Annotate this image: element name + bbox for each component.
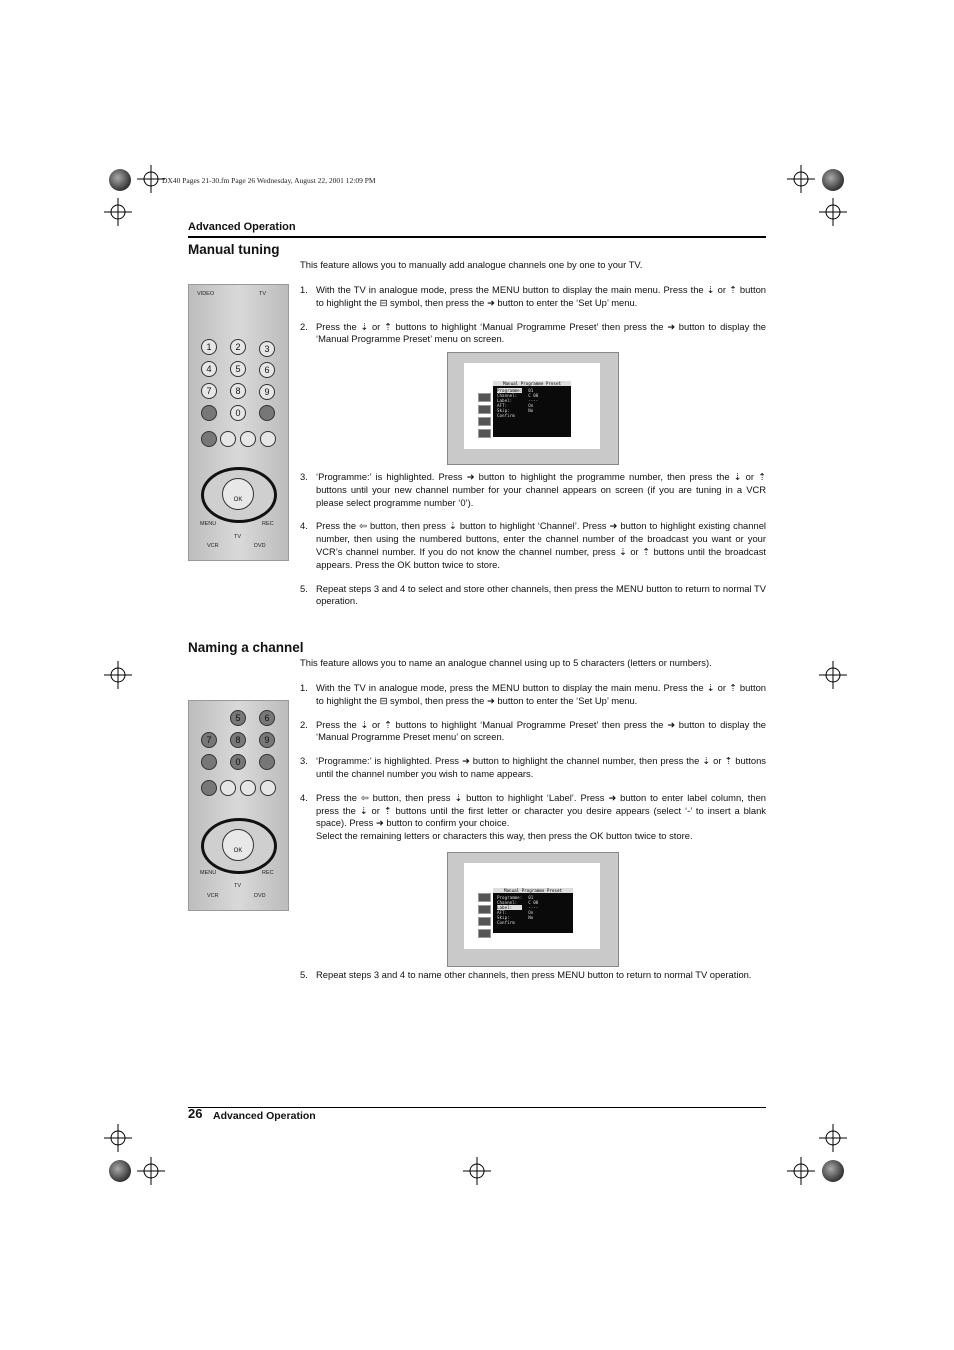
step-text: Press the ⇦ button, then press ⇣ button to highlight ‘Label’. Press ➜ button to enter label column, then press the ⇣ or ⇡ buttons until the first letter or character you desire appears (select ‘-’ to insert a blank space). Press ➜ button to confirm your choice. Select the remaining letters or characters this way, then press the OK button twice to store.: [316, 791, 766, 842]
manual-steps-b: [300, 471, 766, 619]
digit-button: 6: [259, 710, 275, 726]
footer-rule: [188, 1107, 766, 1108]
manual-steps-a: [300, 284, 766, 357]
step-text: Repeat steps 3 and 4 to select and store other channels, then press the MENU button to return to normal TV operation.: [316, 582, 766, 607]
naming-step-5: [300, 969, 766, 993]
registration-mark-icon: [104, 661, 132, 689]
registration-mark-icon: [104, 1124, 132, 1152]
list-item: [300, 969, 766, 982]
remote-button: [259, 405, 275, 421]
naming-channel-heading: Naming a channel: [188, 640, 304, 655]
manual-programme-preset-menu: [493, 888, 573, 933]
registration-mark-icon: [104, 198, 132, 226]
color-button: [260, 780, 276, 796]
menu-row: Confirm: [497, 920, 515, 925]
digit-button: 8: [230, 732, 246, 748]
color-bar-ball-icon: [822, 169, 844, 191]
footer-label: Advanced Operation: [213, 1110, 316, 1122]
ok-button: [222, 478, 254, 510]
step-number: 1.: [300, 284, 308, 295]
menu-row: Programme:: [497, 388, 523, 393]
color-bar-ball-icon: [109, 169, 131, 191]
step-number: 2.: [300, 320, 308, 332]
section-label: Advanced Operation: [188, 221, 296, 233]
list-item: [300, 792, 766, 843]
registration-mark-icon: [787, 165, 815, 193]
step-number: 2.: [300, 718, 308, 730]
menu-value: No: [528, 915, 534, 920]
remote-control-image: [188, 284, 289, 561]
step-text: Repeat steps 3 and 4 to name other channels, then press MENU button to return to normal TV operation.: [316, 969, 752, 980]
step-number: 3.: [300, 755, 308, 767]
registration-mark-icon: [819, 661, 847, 689]
menu-row: Programme:: [497, 895, 523, 900]
remote-button: [259, 754, 275, 770]
step-text: Press the ⇦ button, then press ⇣ button to highlight ‘Channel’. Press ➜ button to highlight existing channel number, then using the numbered buttons, enter the channel number of the broadcast you want or your VCR’s channel number. If you do not know the channel number, press ⇣ or ⇡ buttons until the broadcast appears. Press the OK button twice to store.: [316, 520, 766, 570]
menu-value: On: [528, 910, 534, 915]
menu-row: Skip:: [497, 915, 510, 920]
list-item: [300, 321, 766, 347]
menu-value: 01: [528, 388, 534, 393]
registration-mark-icon: [819, 1124, 847, 1152]
tv-screen-image: [447, 852, 619, 967]
registration-mark-icon: [463, 1157, 491, 1185]
color-button: [240, 431, 256, 447]
menu-icon: [478, 393, 491, 402]
video-label: VIDEO: [197, 291, 215, 297]
color-bar-ball-icon: [822, 1160, 844, 1182]
list-item: [300, 471, 766, 509]
ok-label: OK: [233, 848, 243, 854]
step-number: 3.: [300, 471, 308, 482]
color-button: [260, 431, 276, 447]
naming-channel-intro: This feature allows you to name an analogue channel using up to 5 characters (letters or numbers).: [300, 657, 712, 668]
menu-value: C 08: [528, 393, 539, 398]
menu-value: On: [528, 403, 534, 408]
list-item: [300, 583, 766, 609]
digit-button: 0: [230, 405, 246, 421]
digit-button: 5: [230, 710, 246, 726]
dvd-label: DVD: [254, 893, 266, 899]
page-number: 26: [188, 1106, 203, 1121]
registration-mark-icon: [137, 165, 165, 193]
menu-value: 01: [528, 895, 534, 900]
remote-button: [201, 405, 217, 421]
naming-steps: [300, 682, 766, 854]
digit-button: 6: [259, 362, 275, 378]
menu-icon: [478, 917, 491, 926]
color-button: [220, 780, 236, 796]
step-text: ‘Programme:’ is highlighted. Press ➜ button to highlight the programme number, then press the ⇣ or ⇡ buttons until your new channel number for your channel appears on screen (if you are tuning in a VCR please select programme number ‘0’).: [316, 471, 766, 508]
list-item: [300, 682, 766, 708]
digit-button: 4: [201, 361, 217, 377]
step-text: With the TV in analogue mode, press the MENU button to display the main menu. Press the ⇣ or ⇡ button to highlight the ⊟ symbol, then press the ➜ button to enter the ‘Set Up’ menu.: [316, 284, 766, 308]
menu-row: AFT:: [497, 403, 508, 408]
manual-tuning-heading: Manual tuning: [188, 242, 280, 257]
registration-mark-icon: [787, 1157, 815, 1185]
step-number: 5.: [300, 582, 308, 594]
color-button: [201, 431, 217, 447]
menu-row: AFT:: [497, 910, 508, 915]
remote-control-image: [188, 700, 289, 911]
manual-tuning-intro: This feature allows you to manually add analogue channels one by one to your TV.: [300, 259, 643, 270]
digit-button: 8: [230, 383, 246, 399]
menu-icons: [478, 893, 491, 941]
color-bar-ball-icon: [109, 1160, 131, 1182]
tv-small-label: TV: [234, 883, 242, 889]
menu-icon: [478, 417, 491, 426]
step-text: With the TV in analogue mode, press the MENU button to display the main menu. Press the ⇣ or ⇡ button to highlight the ⊟ symbol, then press the ➜ button to enter the ‘Set Up’ menu.: [316, 682, 766, 706]
manual-programme-preset-menu: [493, 381, 571, 437]
menu-row: Confirm: [497, 413, 515, 418]
menu-row: Label:: [497, 905, 522, 910]
step-number: 1.: [300, 682, 308, 693]
vcr-label: VCR: [207, 893, 219, 899]
digit-button: 7: [201, 732, 217, 748]
dvd-label: DVD: [254, 543, 266, 549]
menu-value: ----: [528, 398, 539, 403]
vcr-label: VCR: [207, 543, 219, 549]
digit-button: 0: [230, 754, 246, 770]
menu-value: No: [528, 408, 534, 413]
color-button: [220, 431, 236, 447]
list-item: [300, 719, 766, 745]
menu-row: Channel:: [497, 393, 518, 398]
tv-screen-image: [447, 352, 619, 465]
menu-value: C 08: [528, 900, 539, 905]
menu-row: Channel:: [497, 900, 518, 905]
ok-label: OK: [233, 497, 243, 503]
step-number: 5.: [300, 969, 308, 980]
step-text: Press the ⇣ or ⇡ buttons to highlight ‘Manual Programme Preset’ then press the ➜ button to display the ‘Manual Programme Preset’ menu on screen.: [316, 320, 766, 345]
header-rule: [188, 236, 766, 238]
list-item: [300, 755, 766, 781]
step-text: ‘Programme:’ is highlighted. Press ➜ button to highlight the channel number, then press the ⇣ or ⇡ buttons until the channel number you wish to name appears.: [316, 755, 766, 779]
menu-row: Skip:: [497, 408, 510, 413]
step-number: 4.: [300, 791, 308, 803]
digit-button: 3: [259, 341, 275, 357]
list-item: [300, 520, 766, 571]
list-item: [300, 284, 766, 310]
menu-title: Manual Programme Preset: [493, 381, 571, 386]
menu-row: Label:: [497, 398, 513, 403]
menu-icon: [478, 405, 491, 414]
menu-label: MENU: [200, 521, 217, 527]
menu-title: Manual Programme Preset: [493, 888, 573, 893]
rec-label: REC: [262, 870, 274, 876]
digit-button: 9: [259, 384, 275, 400]
registration-mark-icon: [137, 1157, 165, 1185]
digit-button: 9: [259, 732, 275, 748]
menu-label: MENU: [200, 870, 217, 876]
digit-button: 7: [201, 383, 217, 399]
color-button: [201, 780, 217, 796]
ok-button: [222, 829, 254, 861]
remote-button: [201, 754, 217, 770]
menu-icons: [478, 393, 491, 441]
menu-value: ----: [528, 905, 539, 910]
menu-icon: [478, 893, 491, 902]
menu-icon: [478, 429, 491, 438]
tv-small-label: TV: [234, 534, 242, 540]
menu-icon: [478, 929, 491, 938]
step-number: 4.: [300, 520, 308, 532]
digit-button: 2: [230, 339, 246, 355]
step-text: Press the ⇣ or ⇡ buttons to highlight ‘Manual Programme Preset’ then press the ➜ button to display the ‘Manual Programme Preset menu’ on screen.: [316, 718, 766, 743]
menu-icon: [478, 905, 491, 914]
digit-button: 5: [230, 361, 246, 377]
color-button: [240, 780, 256, 796]
digit-button: 1: [201, 339, 217, 355]
registration-mark-icon: [819, 198, 847, 226]
rec-label: REC: [262, 521, 274, 527]
print-line: DX40 Pages 21-30.fm Page 26 Wednesday, August 22, 2001 12:09 PM: [162, 176, 376, 185]
tv-label: TV: [259, 291, 267, 297]
